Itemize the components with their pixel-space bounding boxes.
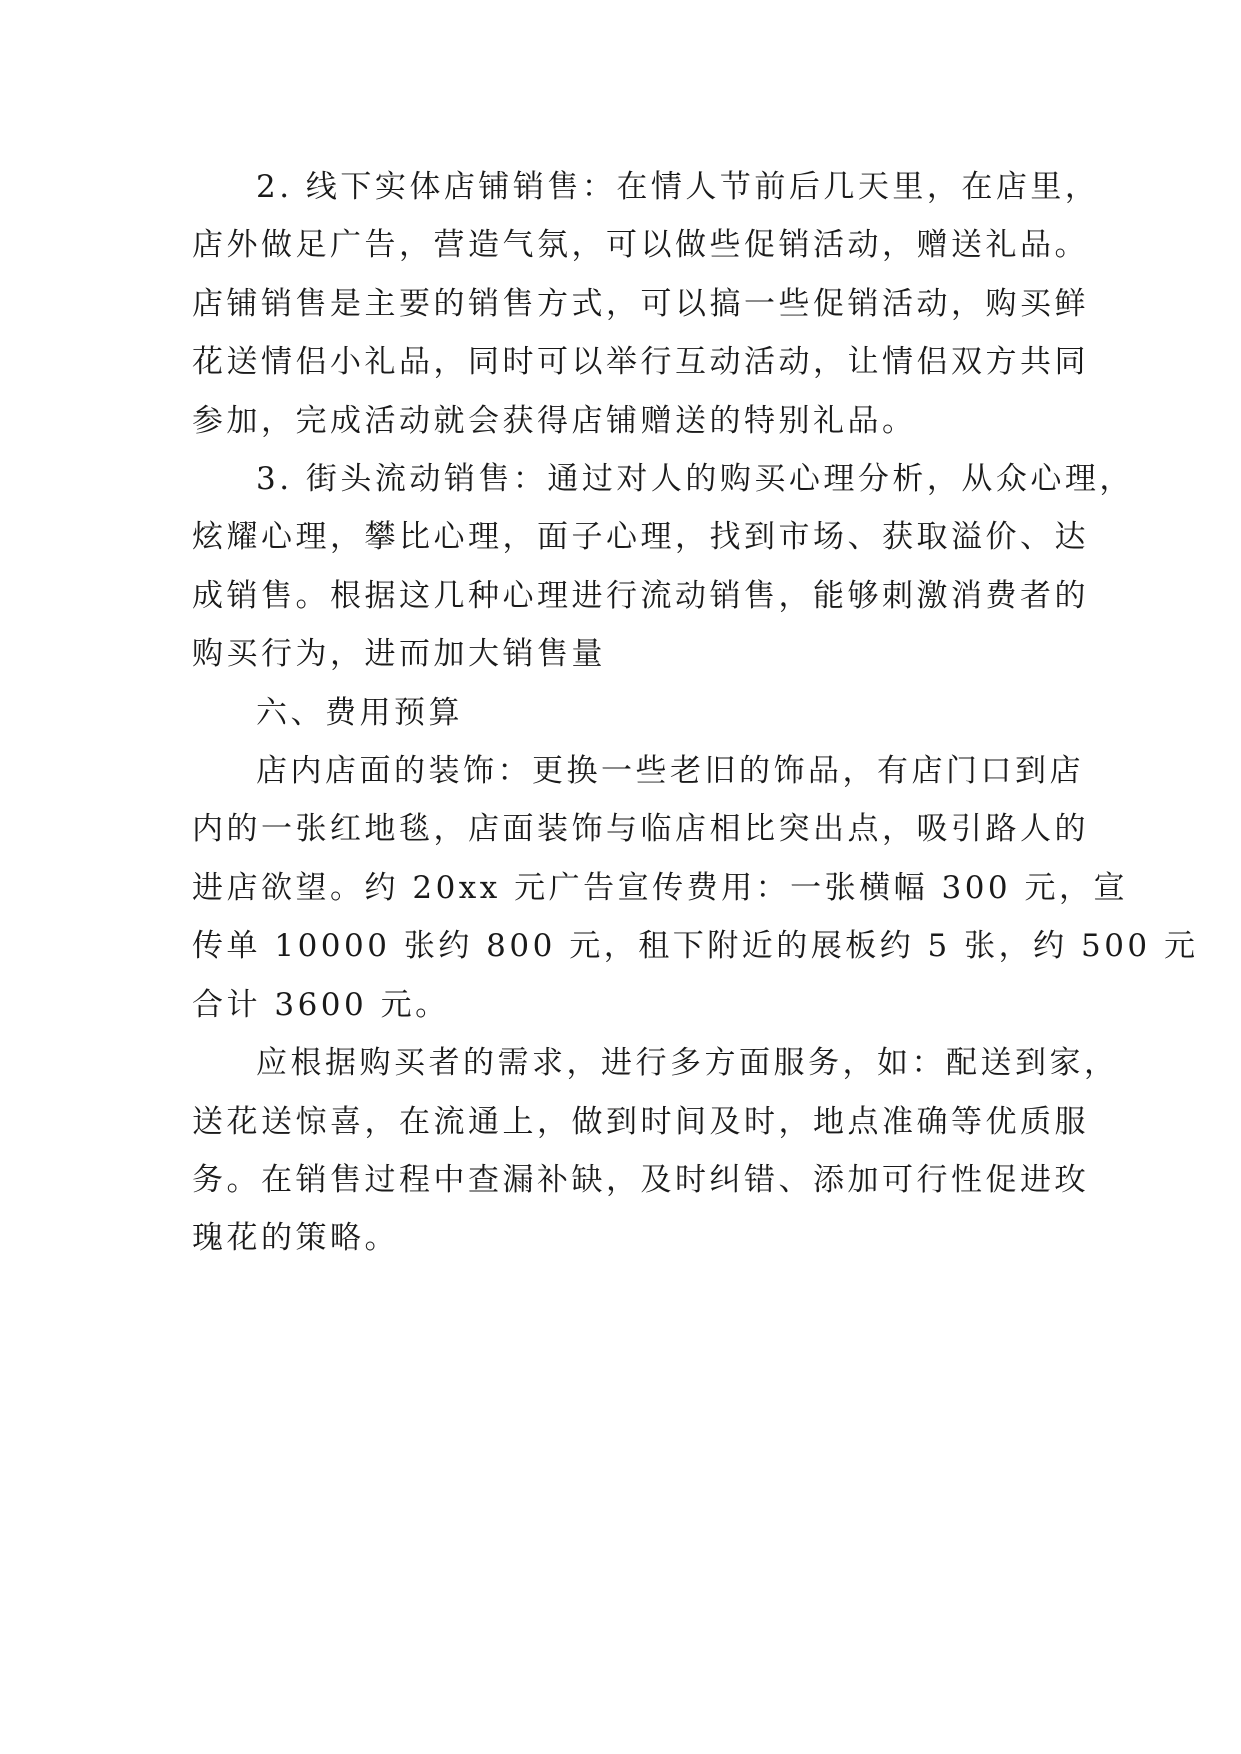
text-line: 参加，完成活动就会获得店铺赠送的特别礼品。: [192, 402, 917, 439]
text-line: 成销售。根据这几种心理进行流动销售，能够刺激消费者的: [192, 577, 1089, 614]
text-line: 店内店面的装饰：更换一些老旧的饰品，有店门口到店: [256, 753, 1084, 790]
text-line: 花送情侣小礼品，同时可以举行互动活动，让情侣双方共同: [192, 344, 1089, 381]
text-line: 合计 3600 元。: [192, 986, 450, 1023]
text-line: 进店欲望。约 20xx 元广告宣传费用：一张横幅 300 元，宣: [192, 869, 1128, 906]
text-line: 2. 线下实体店铺销售：在情人节前后几天里，在店里，: [256, 169, 1100, 205]
text-line: 炫耀心理，攀比心理，面子心理，找到市场、获取溢价、达: [192, 519, 1089, 556]
text-line: 3. 街头流动销售：通过对人的购买心理分析，从众心理，: [256, 461, 1134, 498]
document-body: [192, 158, 1199, 1268]
text-line: 应根据购买者的需求，进行多方面服务，如：配送到家，: [256, 1045, 1119, 1082]
section-heading: 六、费用预算: [256, 694, 463, 731]
text-line: 店铺销售是主要的销售方式，可以搞一些促销活动，购买鲜: [192, 285, 1089, 322]
text-line: 购买行为，进而加大销售量: [192, 636, 606, 673]
text-line: 内的一张红地毯，店面装饰与临店相比突出点，吸引路人的: [192, 811, 1089, 848]
text-line: 送花送惊喜，在流通上，做到时间及时，地点准确等优质服: [192, 1103, 1089, 1140]
text-line: 务。在销售过程中查漏补缺，及时纠错、添加可行性促进玫: [192, 1161, 1089, 1198]
text-line: 传单 10000 张约 800 元，租下附近的展板约 5 张，约 500 元: [192, 928, 1199, 965]
text-line: 店外做足广告，营造气氛，可以做些促销活动，赠送礼品。: [192, 227, 1089, 264]
text-line: 瑰花的策略。: [192, 1220, 399, 1257]
